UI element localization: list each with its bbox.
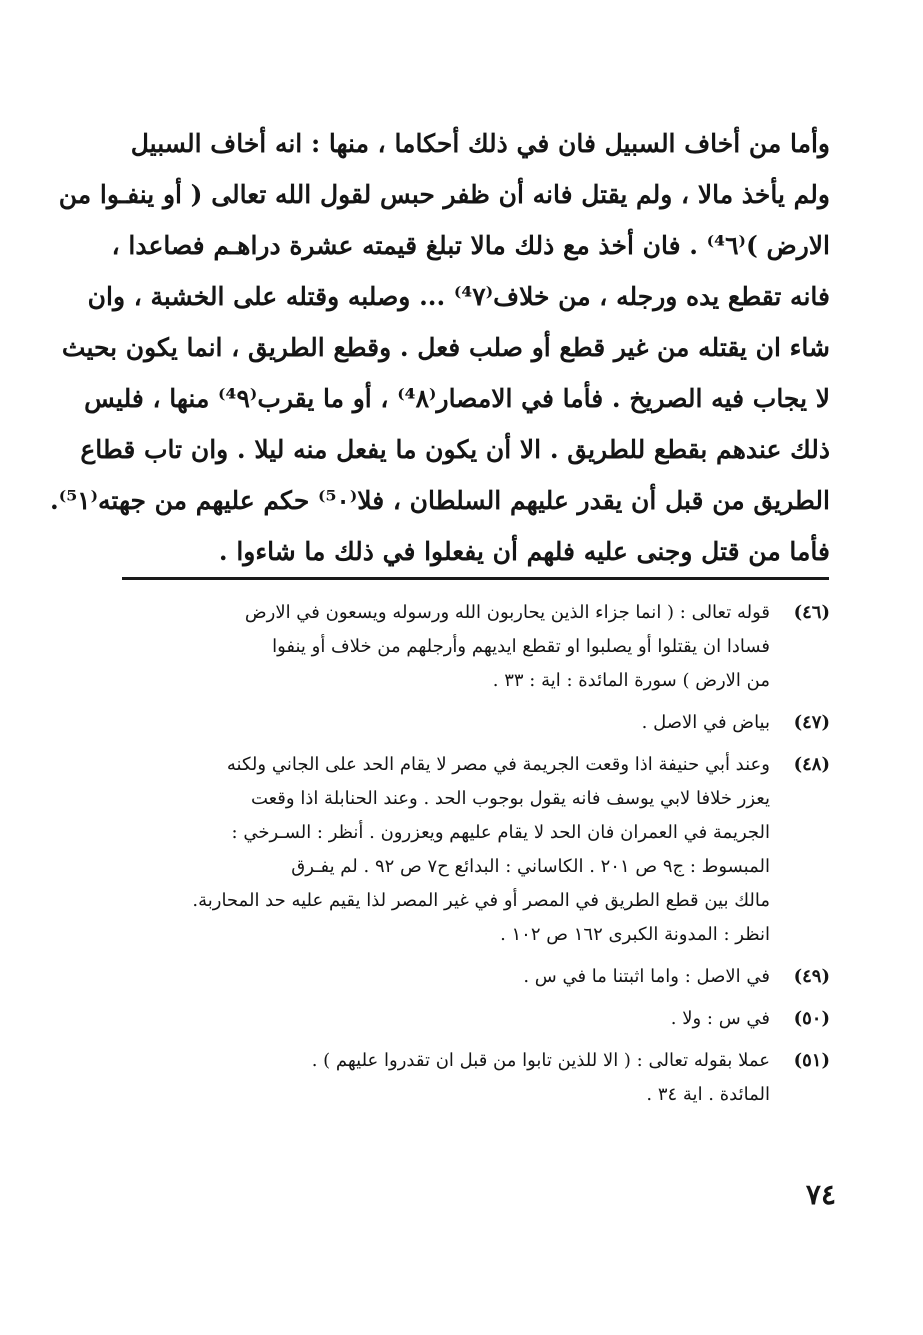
footnote-line: بياض في الاصل .	[641, 712, 770, 733]
page-number: ٧٤	[805, 1178, 836, 1211]
footnote-line: مالك بين قطع الطريق في المصر أو في غير المصر لذا يقيم عليه حد المحاربة.	[192, 890, 770, 911]
footnote-line: عملا بقوله تعالى : ( الا للذين تابوا من قبل ان تقدروا عليهم ) .	[311, 1050, 770, 1071]
footnote-body	[118, 1044, 770, 1112]
footnote-body	[118, 748, 770, 952]
footnote-line: من الارض ) سورة المائدة : اية : ٣٣ .	[492, 670, 770, 691]
main-text-line: وأما من أخاف السبيل فان في ذلك أحكاما ، منها : انه أخاف السبيل	[130, 129, 830, 158]
main-text-line: فانه تقطع يده ورجله ، من خلاف⁽⁴٧⁾ ... وصلبه وقتله على الخشبة ، وان	[87, 282, 830, 311]
footnote-number: (٥١)	[793, 1050, 830, 1071]
footnote-line: قوله تعالى : ( انما جزاء الذين يحاربون الله ورسوله ويسعون في الارض	[244, 602, 770, 623]
footnotes	[118, 596, 830, 1120]
main-text-line: فأما من قتل وجنى عليه فلهم أن يفعلوا في ذلك ما شاءوا .	[218, 537, 830, 566]
footnote-47	[118, 706, 830, 740]
footnote-line: انظر : المدونة الكبرى ١٦٢ ص ١٠٢ .	[500, 924, 770, 945]
main-text-line: ولم يأخذ مالا ، ولم يقتل فانه أن ظفر حبس لقول الله تعالى ( أو ينفـوا من	[58, 180, 830, 209]
footnote-number: (٤٨)	[793, 754, 830, 775]
footnote-body	[118, 960, 770, 994]
main-text-line: لا يجاب فيه الصريخ . فأما في الامصار⁽⁴٨⁾ ، أو ما يقرب⁽⁴٩⁾ منها ، فليس	[84, 384, 830, 413]
footnote-body	[118, 1002, 770, 1036]
footnote-46	[118, 596, 830, 698]
footnote-line: يعزر خلافا لابي يوسف فانه يقول بوجوب الحد . وعند الحنابلة اذا وقعت	[250, 788, 770, 809]
footnote-49	[118, 960, 830, 994]
footnote-50	[118, 1002, 830, 1036]
footnote-line: المائدة . اية ٣٤ .	[646, 1084, 770, 1105]
footnote-line: في الاصل : واما اثبتنا ما في س .	[523, 966, 770, 987]
footnote-line: وعند أبي حنيفة اذا وقعت الجريمة في مصر لا يقام الحد على الجاني ولكنه	[226, 754, 770, 775]
footnote-number: (٤٦)	[793, 602, 830, 623]
main-text-line: ذلك عندهم بقطع للطريق . الا أن يكون ما يفعل منه ليلا . وان تاب قطاع	[80, 435, 830, 464]
footnote-separator	[122, 577, 829, 580]
footnote-number: (٤٧)	[793, 712, 830, 733]
footnote-line: في س : ولا .	[670, 1008, 770, 1029]
footnote-line: المبسوط : ج٩ ص ٢٠١ . الكاساني : البدائع ح٧ ص ٩٢ . لم يفـرق	[291, 856, 770, 877]
main-text-line: الارض )⁽⁴٦⁾ . فان أخذ مع ذلك مالا تبلغ قيمته عشرة دراهـم فصاعدا ،	[111, 231, 830, 260]
main-text-line: الطريق من قبل أن يقدر عليهم السلطان ، فلا⁽⁵٠⁾ حكم عليهم من جهته⁽⁵١⁾.	[50, 486, 830, 515]
main-text	[50, 118, 830, 577]
footnote-51	[118, 1044, 830, 1112]
footnote-body	[118, 706, 770, 740]
footnote-line: الجريمة في العمران فان الحد لا يقام عليهم ويعزرون . أنظر : السـرخي :	[231, 822, 770, 843]
footnote-48	[118, 748, 830, 952]
footnote-number: (٤٩)	[793, 966, 830, 987]
footnote-body	[118, 596, 770, 698]
footnote-number: (٥٠)	[793, 1008, 830, 1029]
main-text-line: شاء ان يقتله من غير قطع أو صلب فعل . وقطع الطريق ، انما يكون بحيث	[61, 333, 830, 362]
footnote-line: فسادا ان يقتلوا أو يصلبوا او تقطع ايديهم وأرجلهم من خلاف أو ينفوا	[272, 636, 770, 657]
